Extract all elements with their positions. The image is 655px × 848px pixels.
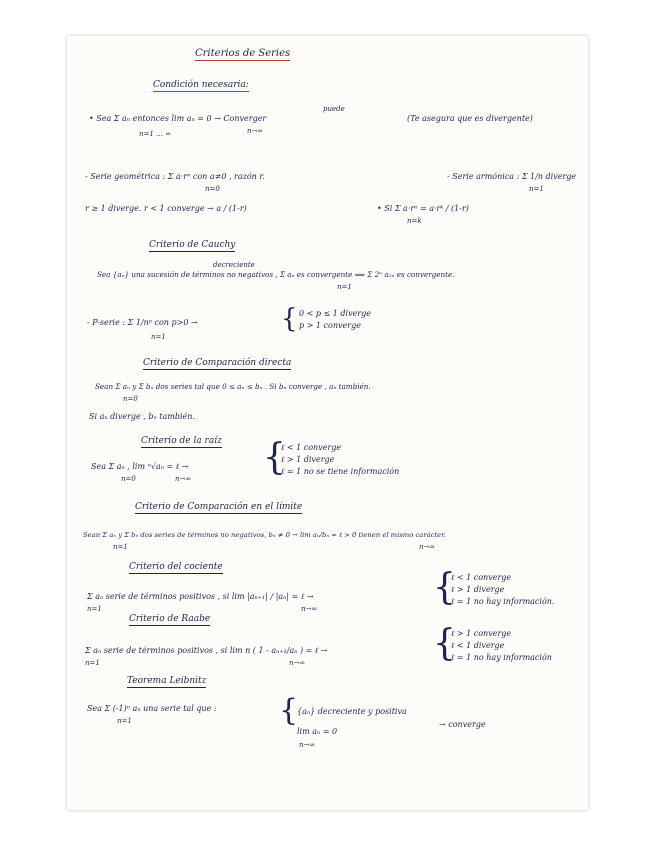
cauchy-line: Sea {aₙ} una sucesión de términos no negativos , Σ aₙ es convergente ⟺ Σ 2ⁿ a₂ₙ es convergente. [97,270,455,279]
pserie-sub: n=1 [151,333,166,341]
comparacion-line2: Si aₙ diverge , bₙ también. [89,412,195,421]
raabe-brace: { [433,623,456,664]
limite-sub: n=1 [113,543,128,551]
raiz-lim-sub: n→∞ [175,475,192,483]
raabe-cases [451,628,552,664]
comparacion-line1: Sean Σ aₙ y Σ bₙ dos series tal que 0 ≤ aₙ ≤ bₙ . Si bₙ converge , aₙ también. [95,382,371,391]
geometrica-line2b: • Si Σ a·rⁿ = a·rᵏ / (1-r) [377,204,469,213]
pserie-brace: { [281,304,298,334]
leibnitz-line: Sea Σ (-1)ⁿ aₙ una serie tal que : [87,704,217,713]
pserie-line: - P-serie : Σ 1/nᵖ con p>0 → [87,318,198,327]
raabe-line: Σ aₙ serie de términos positivos , si lim n ( 1 - aₙ₊₁/aₙ ) = ℓ → [85,646,328,655]
armonica-line: - Serie armónica : Σ 1/n diverge [447,172,577,181]
limite-lim-sub: n→∞ [419,543,436,551]
raiz-line: Sea Σ aₙ , lim ⁿ√aₙ = ℓ → [91,462,189,471]
raabe-sub: n=1 [85,659,100,667]
pserie-cases [299,308,371,332]
leibnitz-brace: { [279,693,299,728]
armonica-sub: n=1 [529,185,544,193]
heading-cauchy: Criterio de Cauchy [149,240,236,250]
comparacion-sub: n=0 [123,395,138,403]
raiz-case-3: ℓ = 1 no se tiene información [281,467,400,476]
raiz-cases [281,442,399,478]
leibnitz-cases [297,702,407,742]
leibnitz-lim-sub: n→∞ [299,741,316,749]
raiz-sub: n=0 [121,475,136,483]
cociente-brace: { [433,567,456,608]
necesaria-note: (Te asegura que es divergente) [407,114,533,123]
cociente-case-1: ℓ < 1 converge [451,573,512,582]
notebook-page [67,36,588,810]
cociente-sub: n=1 [87,605,102,613]
cauchy-note: decreciente [213,261,255,269]
necesaria-sum-bounds: n=1 … ∞ [139,130,172,138]
geometrica-line2b-sub: n=k [407,217,422,225]
cauchy-sub: n=1 [337,283,352,291]
leibnitz-case-2: lim aₙ = 0 [297,727,338,736]
heading-raabe: Criterio de Raabe [129,614,211,624]
raabe-case-1: ℓ > 1 converge [451,629,512,638]
raabe-case-3: ℓ = 1 no hay información [451,653,552,662]
raiz-case-2: ℓ > 1 diverge [281,455,335,464]
heading-leibnitz: Teorema Leibnitz [127,676,207,686]
geometrica-sub: n=0 [205,185,220,193]
geometrica-line2: r ≥ 1 diverge. r < 1 converge → a / (1-r) [85,204,247,213]
raiz-case-1: ℓ < 1 converge [281,443,342,452]
cociente-case-3: ℓ = 1 no hay información. [451,597,555,606]
pserie-case-1: 0 < p ≤ 1 diverge [299,309,372,318]
heading-comparacion-limite: Criterio de Comparación en el límite [135,502,303,512]
leibnitz-sub: n=1 [117,717,132,725]
heading-condicion-necesaria: Condición necesaria: [153,80,249,90]
raabe-case-2: ℓ < 1 diverge [451,641,505,650]
cociente-cases [451,572,554,608]
page-title: Criterios de Series [195,48,291,59]
raabe-lim-sub: n→∞ [289,659,306,667]
necesaria-line: • Sea Σ aₙ entonces lim aₙ = 0 → Converger [89,114,267,123]
pserie-case-2: p > 1 converge [299,321,361,330]
raiz-brace: { [263,437,286,478]
arrow-note: puede [323,105,345,113]
geometrica-line: - Serie geométrica : Σ a·rⁿ con a≠0 , razón r. [85,172,265,181]
heading-comparacion-directa: Criterio de Comparación directa [143,358,292,368]
heading-raiz: Criterio de la raíz [141,436,222,446]
necesaria-lim-sub: n→∞ [247,127,264,135]
leibnitz-case-1: {aₙ} decreciente y positiva [297,707,407,716]
cociente-lim-sub: n→∞ [301,605,318,613]
leibnitz-result: → converge [439,720,486,729]
heading-cociente: Criterio del cociente [129,562,223,572]
cociente-line: Σ aₙ serie de términos positivos , si lim |aₙ₊₁| / |aₙ| = ℓ → [87,592,314,601]
limite-line: Sean Σ aₙ y Σ bₙ dos series de términos no negativos, bₙ ≠ 0 → lim aₙ/bₙ = ℓ > 0 tienen el mismo carácter. [83,531,446,539]
cociente-case-2: ℓ > 1 diverge [451,585,505,594]
